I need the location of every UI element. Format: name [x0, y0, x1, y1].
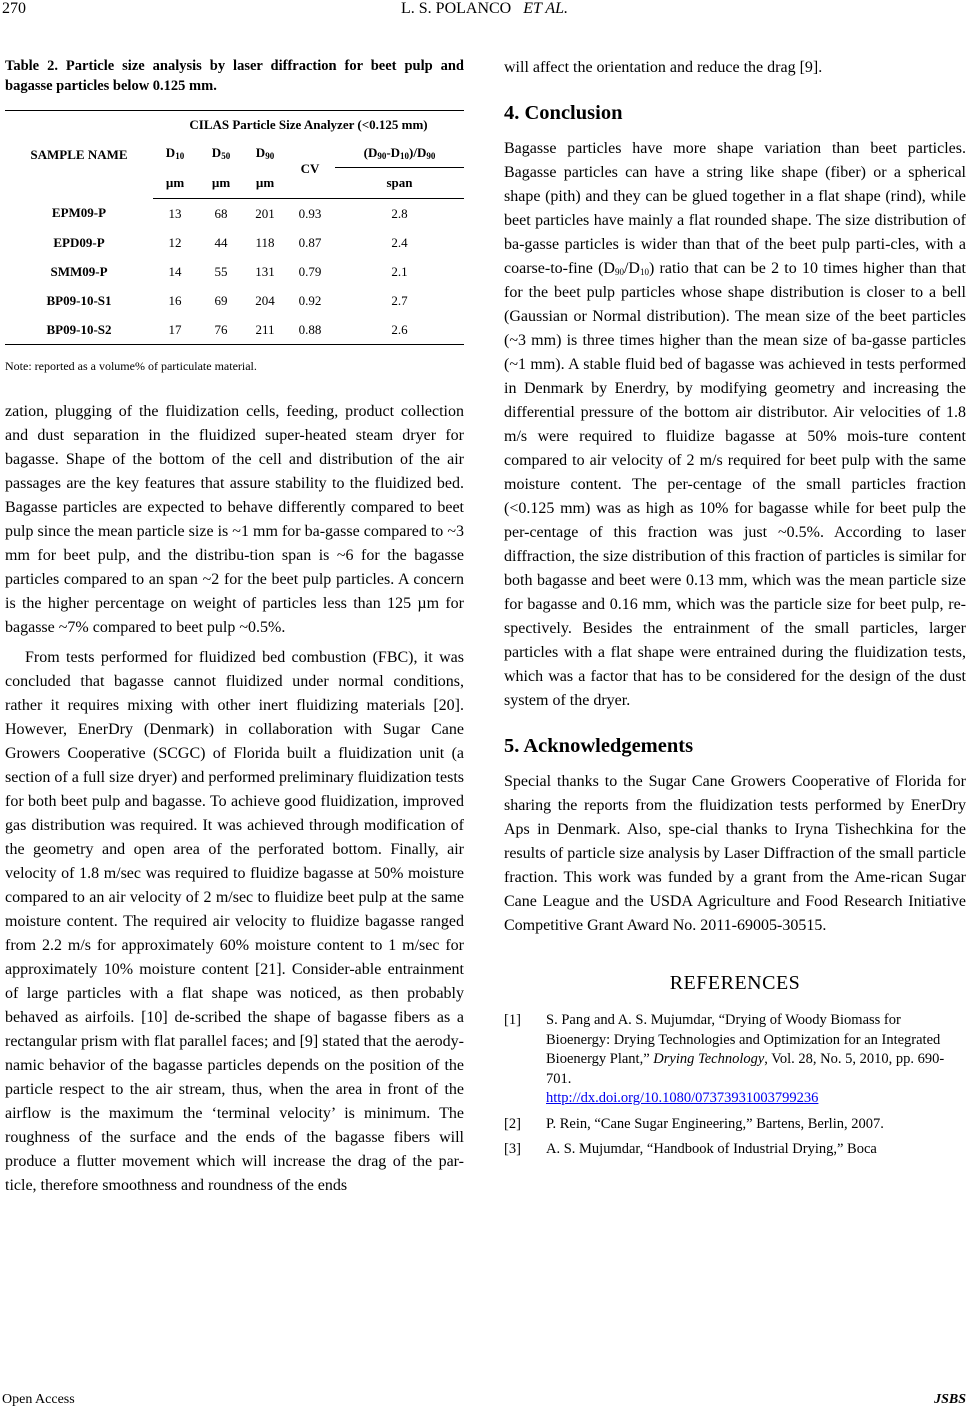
cell-span: 2.1: [391, 263, 408, 279]
cell-d50: 69: [214, 292, 228, 308]
cell-d90: 204: [255, 292, 275, 308]
cell-d50: 68: [214, 205, 228, 221]
reference-number: [2]: [504, 1115, 521, 1132]
reference-text: S. Pang and A. S. Mujumdar, “Drying of Woody Biomass for Bioenergy: Drying Technologies and Optimization for an Integrated Bioenergy Plant,”: [546, 1012, 941, 1067]
cell-cv: 0.88: [285, 315, 335, 345]
reference-item: [504, 1011, 966, 1109]
cell-d10: 13: [168, 205, 182, 221]
cell-d90: 211: [245, 315, 285, 345]
cell-cv: 0.87: [298, 234, 322, 250]
reference-link[interactable]: http://dx.doi.org/10.1080/07373931003799236: [546, 1090, 819, 1106]
cell-sample: SMM09-P: [50, 263, 108, 279]
unit-d90: µm: [245, 168, 285, 199]
left-column: [5, 56, 464, 1198]
span-formula-header: $(D_{90}-D_{10})/D_{90}$: [335, 139, 464, 168]
cell-d10: 16: [168, 292, 182, 308]
cell-cv: 0.92: [298, 292, 322, 308]
table-row: [5, 257, 464, 286]
d10-header: $D_{10}$: [165, 145, 185, 162]
references-list: [504, 1011, 966, 1160]
conclusion-text-start: Bagasse particles have more shape variation than beet particles. Bagasse particles can have a string like shape (fiber) or a spherical shape (pith) and they can be glued together in a flat shape (rind), while beet particles have mainly a flat rounded shape. The size distribution of ba-gasse particles is wider than that of the beet pulp parti-cles, with a coarse-to-fine (D: [504, 140, 966, 277]
body-paragraph: zation, plugging of the fluidization cells, feeding, product collection and dust separation in the fluidized super-heated steam dryer for bagasse. Shape of the bottom of the cell and distribution of the air passages are the key features that assure stability to the fluidized bed. Bagasse particles are expected to behave differently compared to beet pulp since the mean particle size is ~1 mm for ba-gasse compared to ~3 mm for beet pulp, and the distribu-tion span is ~6 for the bagasse particles compared to an span ~2 for the beet pulp particles. A concern is the higher percentage on weight of particles less than 125 µm for bagasse ~7% compared to beet pulp ~0.5%.: [5, 403, 464, 636]
sample-name-header: SAMPLE NAME: [5, 111, 153, 199]
table-note: Note: reported as a volume% of particulate material.: [5, 359, 257, 373]
cell-d50: 55: [214, 263, 228, 279]
footer-open-access: Open Access: [2, 1392, 75, 1407]
cell-d90: 118: [255, 234, 275, 250]
reference-details: , Vol. 28, No. 5, 2010, pp. 690-701.: [546, 1051, 945, 1087]
table-row: [5, 199, 464, 229]
running-header-authors: L. S. POLANCO: [401, 0, 512, 17]
reference-number: [3]: [504, 1141, 521, 1157]
cell-d90: 131: [255, 263, 275, 279]
running-header-suffix: ET AL.: [523, 0, 568, 17]
reference-text: A. S. Mujumdar, “Handbook of Industrial Drying,” Boca: [546, 1141, 877, 1157]
conclusion-heading: 4. Conclusion: [504, 102, 623, 124]
cell-span: 2.4: [391, 234, 408, 250]
running-header: [0, 0, 969, 18]
footer-journal: JSBS: [934, 1392, 966, 1407]
cell-sample: EPD09-P: [53, 234, 105, 250]
cell-d10: 12: [168, 234, 182, 250]
d50-header: $D_{50}$: [211, 145, 231, 162]
references-heading: REFERENCES: [669, 972, 801, 994]
conclusion-paragraph: Bagasse particles have more shape variation than beet particles. Bagasse particles can have a string like shape (fiber) or a spherical shape (pith) and they can be glued together in a flat shape (rind), while beet particles have mainly a flat rounded shape. The size distribution of ba-gasse particles is wider than that of the beet pulp parti-cles, with a coarse-to-fine $(D_{90}/D_{10})$ ratio that can be 2 to 10 times higher than that for the beet pulp particles whose shape distribution is closer to a bell (Gaussian or Normal distribution). The mean size of the beet particles (~3 mm) is three times higher than the mean size of ba-gasse particles (~1 mm). A stable fluid bed of bagasse was achieved in tests performed in Denmark by Enerdry, by modifying geometry and increasing the differential pressure of the bottom air distributor. Air velocities of 1.8 m/s were required to fluidize bagasse at 50% mois-ture content compared to air velocity of 2 m/s required for beet pulp with the same moisture content. The per-centage of the small particles fraction (<0.125 mm) was as high as 10% for bagasse while for beet pulp the per-centage of this fraction was just ~0.5%. According to laser diffraction, the size distribution of this fraction of particles is similar for both bagasse and beet were 0.13 mm, which was the mean particle size for bagasse and 0.16 mm, which was the particle size for beet pulp, re-spectively. Besides the entrainment of the small particles, larger particles with a flat shape were entrained during the fluidization tests, which was a factor that has to be considered for the design of the dust system of the dryer.: [504, 140, 966, 709]
table-row: [5, 315, 464, 345]
table-row: [5, 286, 464, 315]
cell-cv: 0.93: [298, 205, 322, 221]
cell-sample: BP09-10-S2: [5, 315, 153, 345]
reference-number: [1]: [504, 1012, 521, 1028]
reference-item: [504, 1140, 966, 1160]
acknowledgements-heading: 5. Acknowledgements: [504, 735, 694, 757]
cell-span: 2.7: [391, 292, 408, 308]
reference-text: P. Rein, “Cane Sugar Engineering,” Bartens, Berlin, 2007.: [546, 1115, 884, 1132]
reference-item: [504, 1115, 966, 1135]
unit-d50: µm: [197, 168, 245, 199]
body-paragraph: From tests performed for fluidized bed combustion (FBC), it was concluded that bagasse cannot fluidized under normal conditions, rather it requires mixing with other inert fluidizing materials [20]. However, EnerDry (Denmark) in collaboration with Sugar Cane Growers Cooperative (SCGC) of Florida built a fluidization unit (a section of a full size dryer) and performed preliminary fluidization tests for both beet pulp and bagasse. To achieve good fluidization, improved gas distribution was required. It was achieved through modification of the geometry and open area of the perforated bottom. Finally, air velocity of 1.8 m/sec was required to fluidize bagasse at 50% moisture compared to an air velocity of 2 m/sec to fluidize beet pulp at the same moisture content. The required air velocity to fluidize bagasse ranged from 2.2 m/s for approximately 60% moisture content to 1 m/sec for approximately 10% moisture content [21]. Consider-able entrainment of large particles with a flat shape was noticed, as then probably behaved as airfoils. [10] de-scribed the shape of bagasse fibers as a rectangular prism with flat parallel faces; and [9] stated that the aerody-namic behavior of the bagasse particles depends on the position of the particle respect to the air stream, thus, when the area in front of the airflow is the maximum the ‘terminal velocity’ is minimum. The roughness of the surface and the ends of the bagasse fibers will produce a flutter movement which will increase the drag of the par-ticle, therefore smoothness and roundness of the ends: [5, 649, 464, 1194]
unit-d10: µm: [153, 168, 197, 199]
page-number: 270: [2, 0, 26, 17]
reference-journal: Drying Technology: [653, 1051, 765, 1067]
cell-d50: 76: [197, 315, 245, 345]
cv-header: CV: [285, 139, 335, 199]
cell-d50: 44: [214, 234, 228, 250]
particle-size-table: [5, 110, 464, 345]
cell-d90: 201: [255, 205, 275, 221]
d90-header: $D_{90}$: [255, 145, 275, 162]
cell-cv: 0.79: [298, 263, 322, 279]
right-column: [504, 56, 966, 1160]
cell-sample: BP09-10-S1: [46, 292, 112, 308]
acknowledgements-paragraph: Special thanks to the Sugar Cane Growers Cooperative of Florida for sharing the reports from the fluidization tests performed by EnerDry Aps in Denmark. Also, spe-cial thanks to Iryna Tishechkina for the results of particle size analysis by Laser Diffraction of the small particle fraction. This work was funded by a grant from the Ame-rican Sugar Cane League and the USDA Agriculture and Food Research Initiative Competitive Grant Award No. 2011-69005-30515.: [504, 773, 966, 934]
table-caption: Table 2. Particle size analysis by laser diffraction for beet pulp and bagasse particles below 0.125 mm.: [5, 58, 464, 94]
cell-d10: 14: [168, 263, 182, 279]
conclusion-text-end: ) ratio that can be 2 to 10 times higher than that for the beet pulp particles whose shape distribution is closer to a bell (Gaussian or Normal distribution). The mean size of the beet particles (~3 mm) is three times higher than the mean size of ba-gasse particles (~1 mm). A stable fluid bed of bagasse was achieved in tests performed in Denmark by Enerdry, by modifying geometry and increasing the differential pressure of the bottom air distributor. Air velocities of 1.8 m/s were required to fluidize bagasse at 50% mois-ture content compared to air velocity of 2 m/s required for beet pulp with the same moisture content. The per-centage of the small particles fraction (<0.125 mm) was as high as 10% for bagasse while for beet pulp the per-centage of this fraction was just ~0.5%. According to laser diffraction, the size distribution of this fraction of particles is similar for both bagasse and beet were 0.13 mm, which was the mean particle size for bagasse and 0.16 mm, which was the particle size for beet pulp, re-spectively. Besides the entrainment of the small particles, larger particles with a flat shape were entrained during the fluidization tests, which was a factor that has to be considered for the design of the dust system of the dryer.: [504, 260, 966, 709]
cell-span: 2.8: [391, 205, 408, 221]
cell-d10: 17: [153, 315, 197, 345]
span-header: span: [335, 168, 464, 199]
cell-span: 2.6: [335, 315, 464, 345]
cell-sample: EPM09-P: [51, 205, 107, 221]
group-header: CILAS Particle Size Analyzer (<0.125 mm): [153, 111, 464, 140]
table-row: [5, 228, 464, 257]
body-paragraph: will affect the orientation and reduce the drag [9].: [504, 59, 823, 76]
